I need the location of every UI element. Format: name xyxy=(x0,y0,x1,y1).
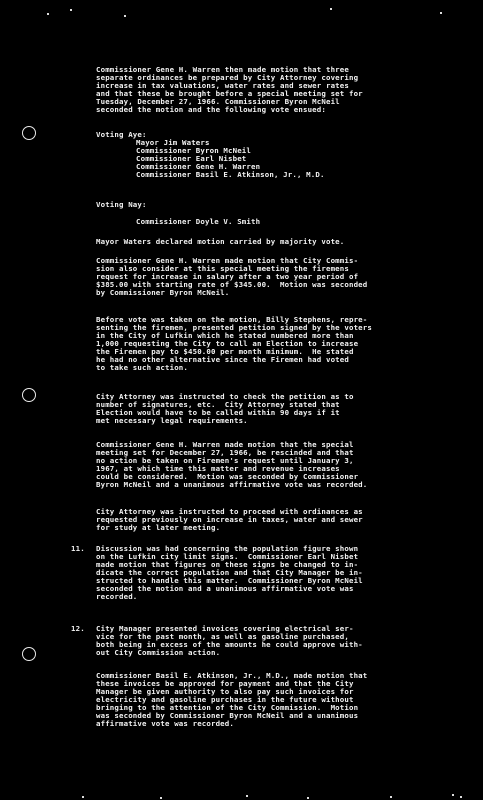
voting-nay-section xyxy=(96,201,436,226)
paragraph-warren-motion xyxy=(96,66,436,114)
text-line: for study at later meeting. xyxy=(96,523,221,532)
voter-name: Mayor Jim Waters xyxy=(136,138,210,147)
text-line: Tuesday, December 27, 1966. Commissioner Byron McNeil xyxy=(96,97,340,106)
text-line: number of signatures, etc. City Attorney stated that xyxy=(96,400,340,409)
text-line: structed to handle this matter. Commissioner Byron McNeil xyxy=(96,576,363,585)
paragraph-special-meeting xyxy=(96,441,436,489)
text-line: on the Lufkin city limit signs. Commissioner Earl Nisbet xyxy=(96,552,359,561)
text-line: request for increase in salary after a two year period of xyxy=(96,272,359,281)
voter-name: Commissioner Gene H. Warren xyxy=(136,162,261,171)
text-line: the Firemen pay to $450.00 per month minimum. He stated xyxy=(96,347,354,356)
text-line: could be considered. Motion was seconded by Commissioner xyxy=(96,472,359,481)
scan-speck xyxy=(452,794,454,796)
text-line: Commissioner Gene H. Warren made motion that City Commis- xyxy=(96,256,359,265)
text-line: Mayor Waters declared motion carried by majority vote. xyxy=(96,237,345,246)
paragraph-mayor-declared xyxy=(96,238,436,246)
text-line: 1967, at which time this matter and revenue increases xyxy=(96,464,340,473)
text-line: out City Commission action. xyxy=(96,648,221,657)
text-line: recorded. xyxy=(96,592,138,601)
text-line: and that these be brought before a special meeting set for xyxy=(96,89,363,98)
item-number: 12. xyxy=(71,624,85,633)
voting-nay-label: Voting Nay: xyxy=(96,200,147,209)
scan-speck xyxy=(390,796,392,798)
text-line: met necessary legal requirements. xyxy=(96,416,248,425)
text-line: Manager be given authority to also pay such invoices for xyxy=(96,687,354,696)
punch-hole xyxy=(22,388,36,402)
paragraph-city-attorney-check xyxy=(96,393,436,425)
voting-aye-label: Voting Aye: xyxy=(96,130,147,139)
text-line: requested previously on increase in taxes, water and sewer xyxy=(96,515,363,524)
voter-name: Commissioner Basil E. Atkinson, Jr., M.D. xyxy=(136,170,325,179)
text-line: senting the firemen, presented petition signed by the voters xyxy=(96,323,372,332)
text-line: was seconded by Commissioner Byron McNeil and a unanimous xyxy=(96,711,359,720)
text-line: electricity and gasoline purchases in the future without xyxy=(96,695,354,704)
text-line: Commissioner Gene H. Warren made motion that the special xyxy=(96,440,354,449)
text-line: both being in excess of the amounts he could approve with- xyxy=(96,640,363,649)
scan-speck xyxy=(330,8,332,10)
text-line: seconded the motion and the following vote ensued: xyxy=(96,105,326,114)
paragraph-ordinances xyxy=(96,508,436,532)
text-line: he had no other alternative since the Firemen had voted xyxy=(96,355,349,364)
item-12-body xyxy=(96,625,436,657)
text-line: sion also consider at this special meeting the firemens xyxy=(96,264,349,273)
punch-hole xyxy=(22,126,36,140)
scan-speck xyxy=(307,797,309,799)
text-line: made motion that figures on these signs be changed to in- xyxy=(96,560,359,569)
text-line: dicate the correct population and that City Manager be in- xyxy=(96,568,363,577)
text-line: City Attorney was instructed to check the petition as to xyxy=(96,392,354,401)
voter-name: Commissioner Doyle V. Smith xyxy=(136,217,261,226)
scan-speck xyxy=(70,9,72,11)
text-line: separate ordinances be prepared by City Attorney covering xyxy=(96,73,359,82)
scan-speck xyxy=(440,12,442,14)
scan-speck xyxy=(82,796,84,798)
text-line: these invoices be approved for payment and that the City xyxy=(96,679,354,688)
scan-speck xyxy=(460,796,462,798)
scan-speck xyxy=(47,13,49,15)
text-line: 1,000 requesting the City to call an Election to increase xyxy=(96,339,359,348)
text-line: Byron McNeil and a unanimous affirmative vote was recorded. xyxy=(96,480,368,489)
text-line: $385.00 with starting rate of $345.00. Motion was seconded xyxy=(96,280,368,289)
voter-name: Commissioner Earl Nisbet xyxy=(136,154,247,163)
item-11-body xyxy=(96,545,436,601)
text-line: Commissioner Gene H. Warren then made motion that three xyxy=(96,65,349,74)
item-number: 11. xyxy=(71,544,85,553)
paragraph-firemen-request xyxy=(96,257,436,297)
text-line: seconded the motion and a unanimous affirmative vote was xyxy=(96,584,354,593)
text-line: no action be taken on Firemen's request until January 3, xyxy=(96,456,354,465)
text-line: City Manager presented invoices covering electrical ser- xyxy=(96,624,354,633)
text-line: in the City of Lufkin which he stated numbered more than xyxy=(96,331,354,340)
paragraph-atkinson-motion xyxy=(96,672,436,728)
text-line: bringing to the attention of the City Commission. Motion xyxy=(96,703,359,712)
text-line: to take such action. xyxy=(96,363,188,372)
text-line: by Commissioner Byron McNeil. xyxy=(96,288,230,297)
scan-speck xyxy=(246,795,248,797)
text-line: meeting set for December 27, 1966, be rescinded and that xyxy=(96,448,354,457)
text-line: vice for the past month, as well as gasoline purchased, xyxy=(96,632,349,641)
voting-aye-section xyxy=(96,131,436,179)
scan-speck xyxy=(124,15,126,17)
text-line: Commissioner Basil E. Atkinson, Jr., M.D., made motion that xyxy=(96,671,368,680)
text-line: increase in tax valuations, water rates and sewer rates xyxy=(96,81,349,90)
paragraph-billy-stephens xyxy=(96,316,436,372)
text-line: Election would have to be called within 90 days if it xyxy=(96,408,340,417)
punch-hole xyxy=(22,647,36,661)
text-line: Discussion was had concerning the population figure shown xyxy=(96,544,359,553)
voter-name: Commissioner Byron McNeil xyxy=(136,146,251,155)
text-line: affirmative vote was recorded. xyxy=(96,719,234,728)
text-line: City Attorney was instructed to proceed with ordinances as xyxy=(96,507,363,516)
scan-speck xyxy=(160,797,162,799)
text-line: Before vote was taken on the motion, Billy Stephens, repre- xyxy=(96,315,368,324)
